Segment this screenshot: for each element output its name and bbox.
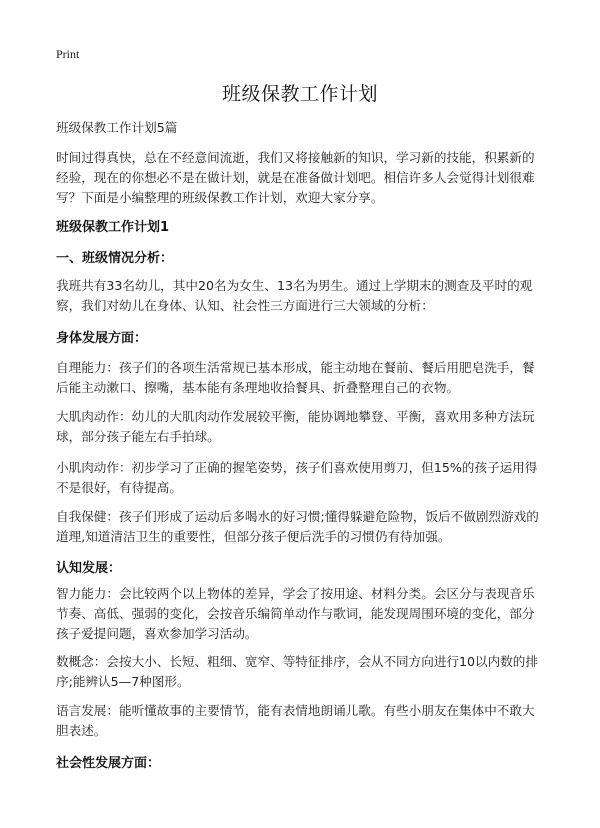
physical-item-health: 自我保健：孩子们形成了运动后多喝水的好习惯;懂得躲避危险物，饭后不做剧烈游戏的道理,知道清洁卫生的重要性，但部分孩子便后洗手的习惯仍有待加强。 [56,509,539,544]
document-subtitle: 班级保教工作计划5篇 [56,120,178,135]
cognitive-item-intelligence: 智力能力：会比较两个以上物体的差异，学会了按用途、材料分类。会区分与表现音乐节奏、高低、强弱的变化，会按音乐编简单动作与歌词，能发现周围环境的变化，部分孩子爱提问题，喜欢参加学习活动。 [56,586,535,641]
page-title: 班级保教工作计划 [221,83,378,105]
physical-item-fine-motor: 小肌肉动作：初步学习了正确的握笔姿势，孩子们喜欢使用剪刀，但15%的孩子运用得不是很好，有待提高。 [56,460,538,495]
cognitive-item-number: 数概念：会按大小、长短、粗细、宽窄、等特征排序，会从不同方向进行10以内数的排序;能辨认5—7种图形。 [56,654,538,689]
physical-item-selfcare: 自理能力：孩子们的各项生活常规已基本形成，能主动地在餐前、餐后用肥皂洗手，餐后能主动漱口、擦嘴，基本能有条理地收拾餐具、折叠整理自己的衣物。 [56,360,535,395]
cognitive-item-language: 语言发展：能听懂故事的主要情节，能有表情地朗诵儿歌。有些小朋友在集体中不敢大胆表述。 [56,703,535,738]
print-label: Print [56,47,80,61]
plan-heading: 班级保教工作计划1 [56,220,170,235]
physical-item-large-motor: 大肌肉动作：幼儿的大肌肉动作发展较平衡，能协调地攀登、平衡，喜欢用多种方法玩球，部分孩子能左右手拍球。 [56,409,535,444]
intro-paragraph: 时间过得真快，总在不经意间流逝，我们又将接触新的知识，学习新的技能，积累新的经验，现在的你想必不是在做计划，就是在准备做计划吧。相信许多人会觉得计划很难写？下面是小编整理的班级保教工作计划，欢迎大家分享。 [56,150,535,205]
cognitive-heading: 认知发展： [56,561,122,576]
social-heading: 社会性发展方面： [56,756,161,771]
section1-heading: 一、班级情况分析： [56,251,174,266]
physical-heading: 身体发展方面： [56,331,148,346]
section1-paragraph: 我班共有33名幼儿，其中20名为女生、13名为男生。通过上学期末的测查及平时的观察，我们对幼儿在身体、认知、社会性三方面进行三大领域的分析： [56,278,533,313]
